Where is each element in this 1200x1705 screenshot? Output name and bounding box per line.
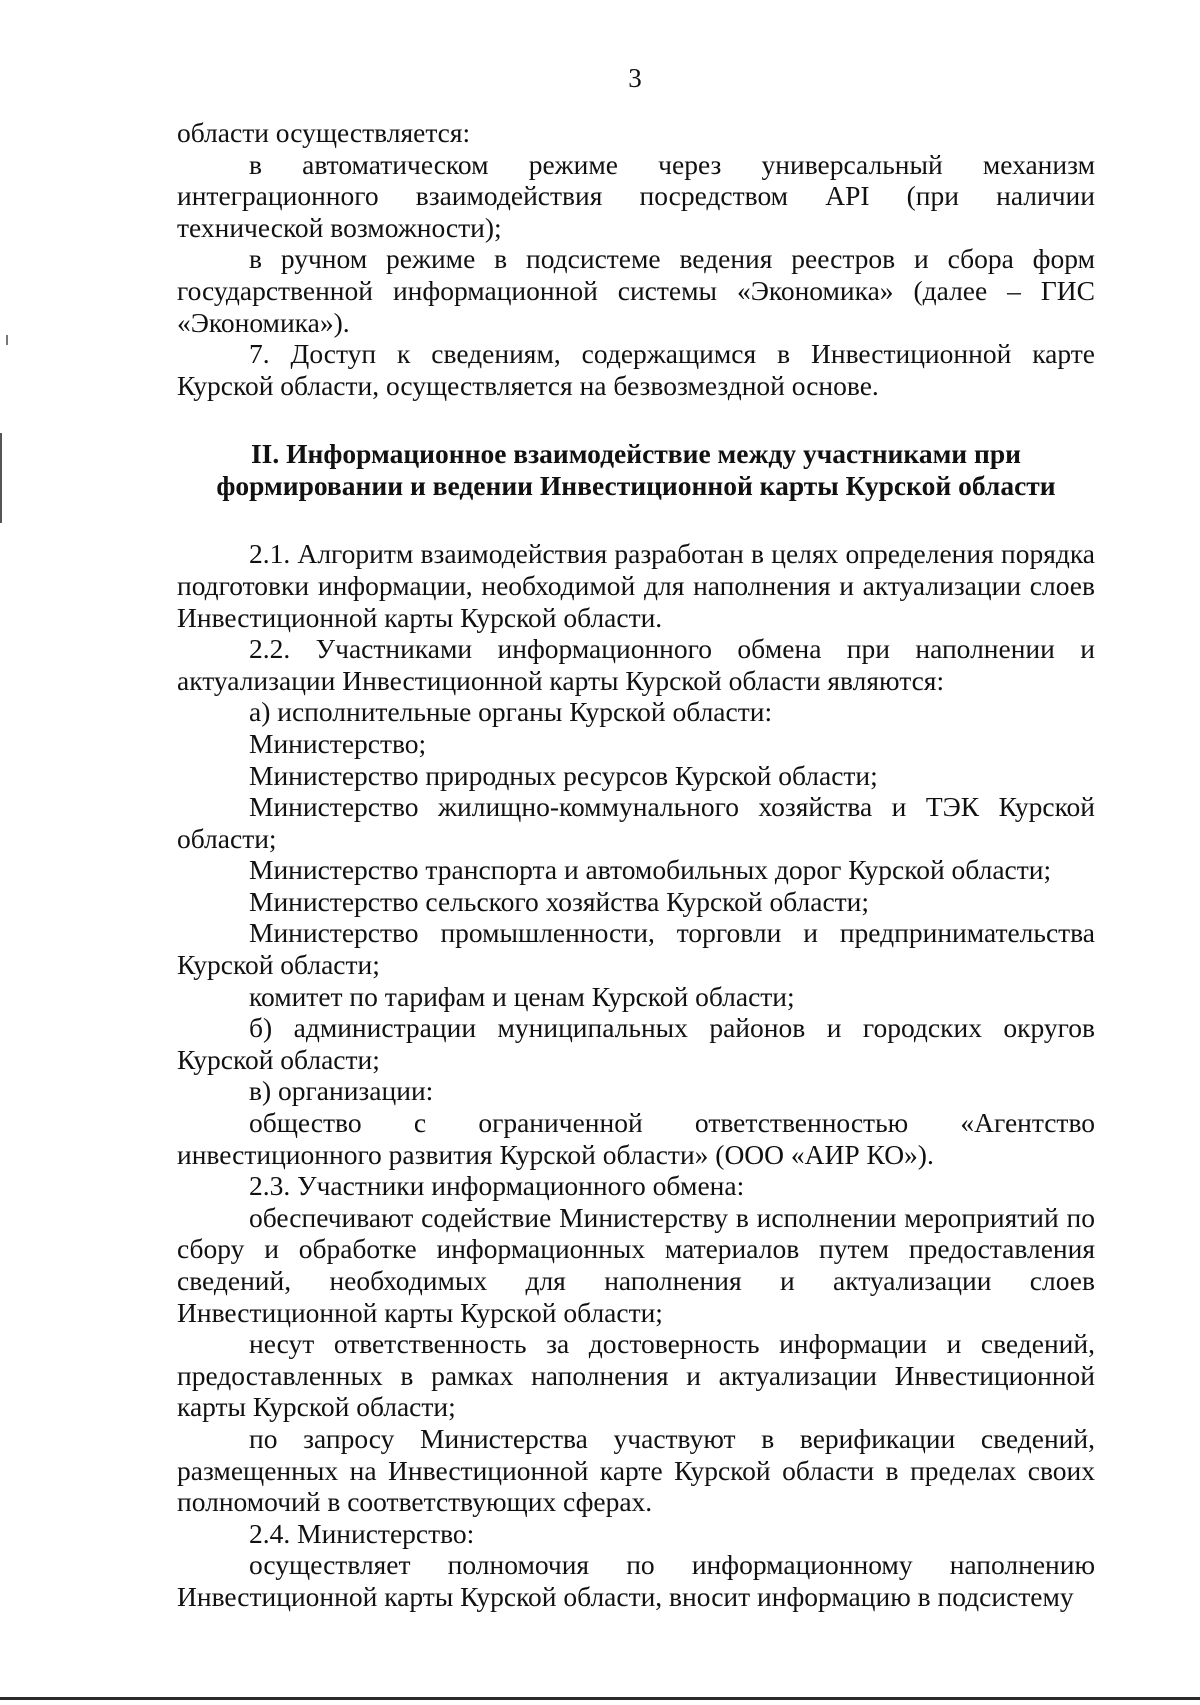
section-heading <box>177 438 1095 502</box>
paragraph: в автоматическом режиме через универсальный механизм интеграционного взаимодействия посредством API (при наличии технической возможности); <box>177 148 1095 243</box>
list-item: б) администрации муниципальных районов и городских округов Курской области; <box>177 1012 1095 1075</box>
list-item: комитет по тарифам и ценам Курской области; <box>249 980 795 1012</box>
scan-bottom-edge <box>0 1697 1200 1700</box>
list-item: а) исполнительные органы Курской области: <box>249 696 773 728</box>
page-number: 3 <box>628 63 642 93</box>
list-item: общество с ограниченной ответственностью «Агентство инвестиционного развития Курской области» (ООО «АИР КО»). <box>177 1107 1095 1170</box>
paragraph: 7. Доступ к сведениям, содержащимся в Инвестиционной карте Курской области, осуществляется на безвозмездной основе. <box>177 338 1095 401</box>
list-item: Министерство природных ресурсов Курской области; <box>249 759 878 791</box>
scan-margin-mark <box>6 335 8 345</box>
paragraph: в ручном режиме в подсистеме ведения реестров и сбора форм государственной информационной системы «Экономика» (далее – ГИС «Экономика»). <box>177 243 1095 338</box>
list-item: Министерство промышленности, торговли и предпринимательства Курской области; <box>177 917 1095 981</box>
paragraph: области осуществляется: <box>177 117 471 148</box>
section-heading-line: формировании и ведении Инвестиционной карты Курской области <box>216 470 1056 502</box>
paragraph: 2.1. Алгоритм взаимодействия разработан в целях определения порядка подготовки информации, необходимой для наполнения и актуализации слоев Инвестиционной карты Курской области. <box>177 538 1095 633</box>
paragraph: осуществляет полномочия по информационному наполнению Инвестиционной карты Курской области, вносит информацию в подсистему <box>177 1549 1095 1612</box>
paragraph: 2.2. Участниками информационного обмена при наполнении и актуализации Инвестиционной карты Курской области являются: <box>177 633 1095 696</box>
scan-edge-mark <box>0 433 2 523</box>
list-item: Министерство сельского хозяйства Курской области; <box>249 885 870 917</box>
paragraph: 2.3. Участники информационного обмена: <box>249 1170 745 1202</box>
paragraph: обеспечивают содействие Министерству в исполнении мероприятий по сбору и обработке информационных материалов путем предоставления сведений, необходимых для наполнения и актуализации слоев Инвестиционной карты Курской области; <box>177 1201 1095 1328</box>
document-body <box>177 117 1095 1613</box>
section-heading-line: II. Информационное взаимодействие между участниками при <box>250 438 1021 470</box>
list-item: в) организации: <box>249 1075 434 1107</box>
paragraph: 2.4. Министерство: <box>249 1517 475 1549</box>
list-item: Министерство транспорта и автомобильных дорог Курской области; <box>249 854 1052 886</box>
list-item: Министерство жилищно-коммунального хозяйства и ТЭК Курской области; <box>177 791 1095 854</box>
paragraph: по запросу Министерства участвуют в верификации сведений, размещенных на Инвестиционной карте Курской области в пределах своих полномочий в соответствующих сферах. <box>177 1422 1095 1518</box>
paragraph: несут ответственность за достоверность информации и сведений, предоставленных в рамках наполнения и актуализации Инвестиционной карты Курской области; <box>177 1328 1095 1423</box>
list-item: Министерство; <box>249 727 427 759</box>
